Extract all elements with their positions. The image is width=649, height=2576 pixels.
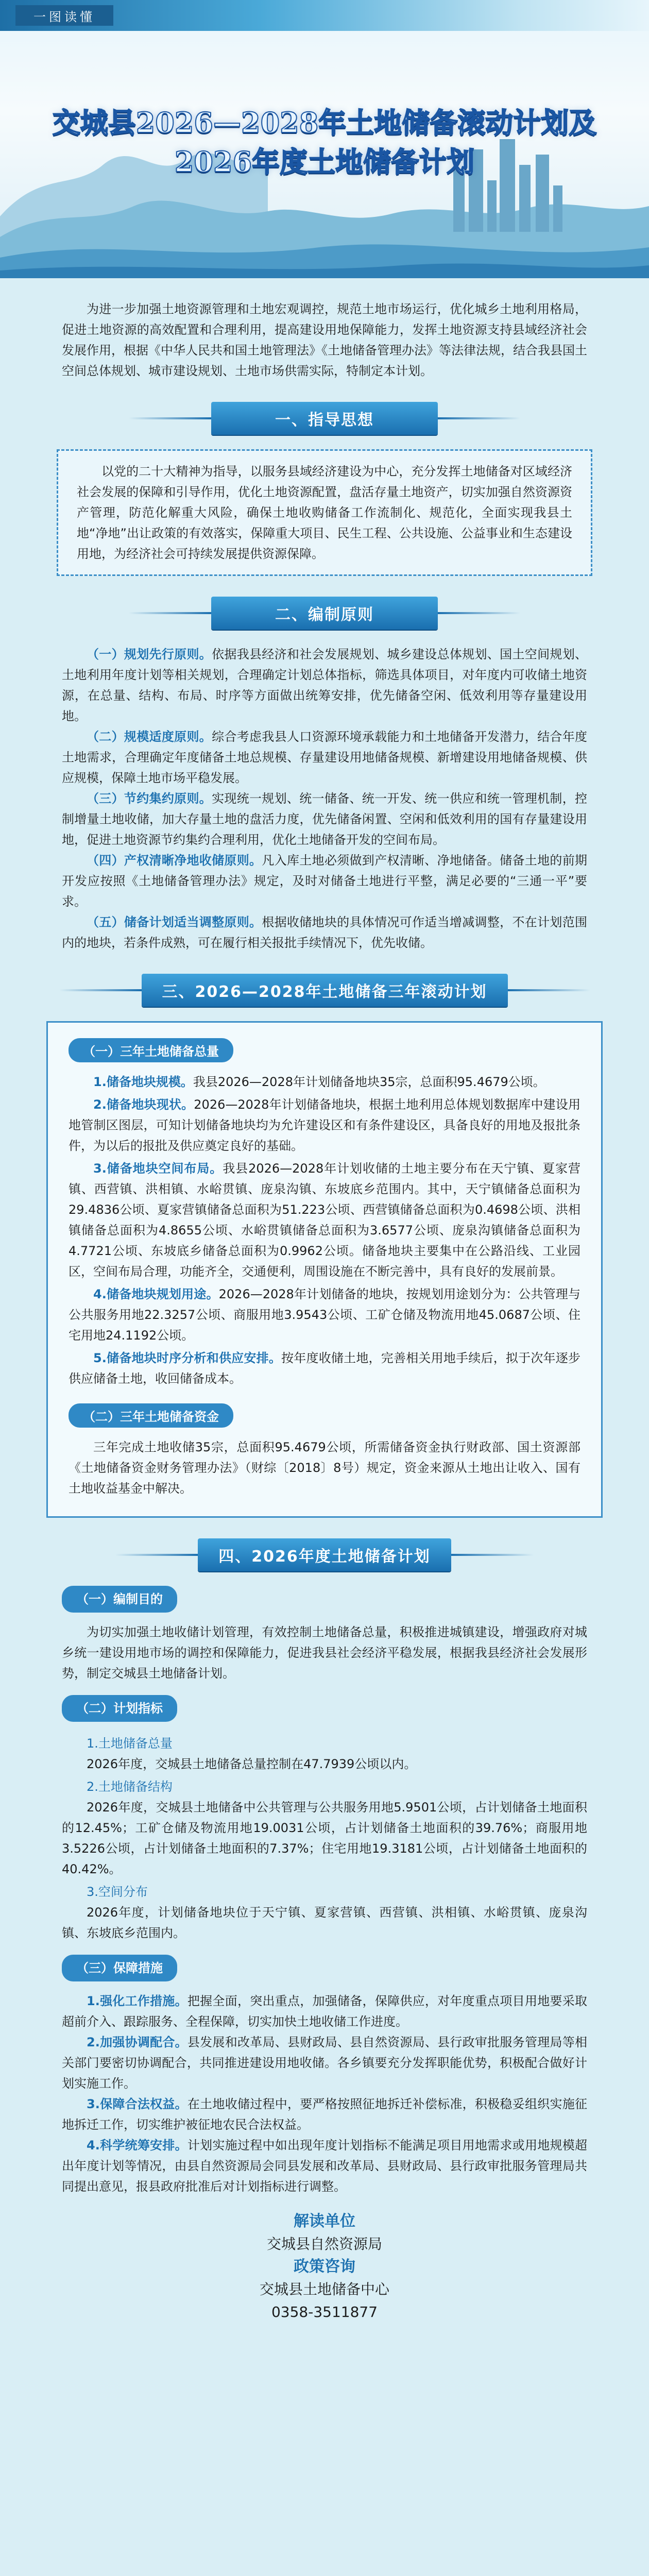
annual-plan: （一）编制目的 为切实加强土地收储计划管理，有效控制土地储备总量，积极推进城镇建设，增强政府对城乡统一建设用地市场的调控和保障能力，促进我县社会经济平稳发展，根据我县经济社会发展形势，制定交城县土地储备计划。 （二）计划指标 1.土地储备总量 2026年度，交城县土地储备总量控制在47.7939公顷以内。 2.土地储备结构 2026年度，交城县土地储备中公共管理与公共服务用地5.9501公顷，占计划储备土地面积的12.45%；工矿仓储及物流用地19.0031公顷，占计划储备土地面积的39.76%；商服用地3.5226公顷，占计划储备土地面积的7.37%；住宅用地19.3181公顷，占计划储备土地面积的40.42%。 3.空间分布 2026年度，计划储备地块位于天宁镇、夏家营镇、西营镇、洪相镇、水峪贯镇、庞泉沟镇、东坡底乡范围内。 （三）保障措施 1.强化工作措施。把握全面，突出重点，加强储备，保障供应，对年度重点项目用地要采取超前介入、跟踪服务、全程保障，切实加快土地收储工作进度。 2.加强协调配合。县发展和改革局、县财政局、县自然资源局、县行政审批服务管理局等相关部门要密切协调配合，共同推进建设用地收储。各乡镇要充分发挥职能优势，积极配合做好计划实施工作。 3.保障合法权益。在土地收储过程中，要严格按照征地拆迁补偿标准，积极稳妥组织实施征地拆迁工作，切实维护被征地农民合法权益。 4.科学统筹安排。计划实施过程中如出现年度计划指标不能满足项目用地需求或用地规模超出年度计划等情况，由县自然资源局会同县发展和改革局、县财政局、县行政审批服务管理局共同提出意见，报县政府批准后对计划指标进行调整。 xyxy=(0,1586,649,2197)
consult-name: 交城县土地储备中心 xyxy=(259,2281,389,2298)
header-banner xyxy=(0,0,649,278)
indicator-heading: 2.土地储备结构 xyxy=(87,1780,173,1794)
principle-item: （一）规划先行原则。依据我县经济和社会发展规划、城乡建设总体规划、国土空间规划、土地利用年度计划等相关规划，合理确定计划总体指标，筛选具体项目，对年度内可收储土地资源，在总量、结构、布局、时序等方面做出统筹安排，优先储备空闲、低效利用等存量建设用地。 xyxy=(62,647,587,723)
consult-heading: 政策咨询 xyxy=(294,2258,355,2276)
plan-item: 2.储备地块现状。2026—2028年计划储备地块，根据土地利用总体规划数据库中建设用地管制区图层，可知计划储备地块均为允许建设区和有条件建设区，具备良好的用地及报批条件，为以后的报批及供应奠定良好的基础。 xyxy=(69,1097,580,1153)
principle-item: （三）节约集约原则。实现统一规划、统一储备、统一开发、统一供应和统一管理机制，控制增量土地收储，加大存量土地的盘活力度，优先储备闲置、空闲和低效利用的国有存量建设用地，促进土地资源节约集约合理利用，优化土地储备开发的空间布局。 xyxy=(62,791,587,847)
subsection-tag: （二）三年土地储备资金 xyxy=(69,1403,233,1428)
footer-info xyxy=(0,2210,649,2324)
indicator-heading: 3.空间分布 xyxy=(87,1885,148,1899)
subsection-tag: （三）保障措施 xyxy=(62,1955,177,1981)
subsection-tag: （一）编制目的 xyxy=(62,1586,177,1613)
principles-list xyxy=(0,644,649,953)
principle-item: （四）产权清晰净地收储原则。凡入库土地必须做到产权清晰、净地储备。储备土地的前期开发应按照《土地储备管理办法》规定，及时对储备土地进行平整，满足必要的“三通一平”要求。 xyxy=(62,853,588,909)
guiding-ideology-box: 以党的二十大精神为指导，以服务县域经济建设为中心，充分发挥土地储备对区域经济社会发展的保障和引导作用，优化土地资源配置，盘活存量土地资产，切实加强自然资源资产管理，防范化解重大风险，确保土地收购储备工作流制化、规范化，全面实现我县土地“净地”出让政策的有效落实，保障重大项目、民生工程、公共设施、公益事业和生态建设用地，为经济社会可持续发展提供资源保障。 xyxy=(57,449,592,576)
plan-item: 5.储备地块时序分析和供应安排。按年度收储土地，完善相关用地手续后，拟于次年逐步供应储备土地，收回储备成本。 xyxy=(69,1351,580,1386)
section-1-heading: 一、指导思想 xyxy=(0,402,649,435)
fund-text: 三年完成土地收储35宗，总面积95.4679公顷，所需储备资金执行财政部、国土资源部《土地储备资金财务管理办法》（财综〔2018〕8号）规定，资金来源从土地出让收入、国有土地收益基金中解决。 xyxy=(69,1440,580,1496)
consult-phone: 0358-3511877 xyxy=(271,2303,378,2320)
measure-item: 4.科学统筹安排。计划实施过程中如出现年度计划指标不能满足项目用地需求或用地规模超出年度计划等情况，由县自然资源局会同县发展和改革局、县财政局、县行政审批服务管理局共同提出意见，报县政府批准后对计划指标进行调整。 xyxy=(62,2138,587,2194)
subsection-tag: （一）三年土地储备总量 xyxy=(69,1038,233,1062)
measure-item: 3.保障合法权益。在土地收储过程中，要严格按照征地拆迁补偿标准，积极稳妥组织实施征地拆迁工作，切实维护被征地农民合法权益。 xyxy=(62,2097,587,2132)
subsection-tag: （二）计划指标 xyxy=(62,1695,177,1722)
label-tag: 一图读懂 xyxy=(15,5,113,26)
section-4-heading: 四、2026年度土地储备计划 xyxy=(0,1538,649,1571)
measure-item: 1.强化工作措施。把握全面，突出重点，加强储备，保障供应，对年度重点项目用地要采取超前介入、跟踪服务、全程保障，切实加快土地收储工作进度。 xyxy=(62,1994,587,2029)
plan-item: 4.储备地块规划用途。2026—2028年计划储备的地块，按规划用途划分为：公共管理与公共服务用地22.3257公顷、商服用地3.9543公顷、工矿仓储及物流用地45.0687公顷、住宅用地24.1192公顷。 xyxy=(69,1287,580,1343)
page-title: 交城县2026—2028年土地储备滚动计划及 2026年度土地储备计划 xyxy=(52,106,597,178)
three-year-plan-box xyxy=(46,1021,603,1518)
principle-item: （二）规模适度原则。综合考虑我县人口资源环境承载能力和土地储备开发潜力，结合年度土地需求，合理确定年度储备土地总规模、存量建设用地储备规模、新增建设用地储备规模、供应规模，保障土地市场平稳发展。 xyxy=(62,730,587,785)
purpose-text: 为切实加强土地收储计划管理，有效控制土地储备总量，积极推进城镇建设，增强政府对城乡统一建设用地市场的调控和保障能力，促进我县社会经济平稳发展，根据我县经济社会发展形势，制定交城县土地储备计划。 xyxy=(62,1625,587,1681)
label-banner xyxy=(0,0,649,31)
measure-item: 2.加强协调配合。县发展和改革局、县财政局、县自然资源局、县行政审批服务管理局等相关部门要密切协调配合，共同推进建设用地收储。各乡镇要充分发挥职能优势，积极配合做好计划实施工作。 xyxy=(62,2035,587,2091)
plan-item: 3.储备地块空间布局。我县2026—2028年计划收储的土地主要分布在天宁镇、夏家营镇、西营镇、洪相镇、水峪贯镇、庞泉沟镇、东坡底乡范围内。其中，天宁镇储备总面积为29.4836公顷、夏家营镇储备总面积为51.223公顷、西营镇储备总面积为0.4698公顷、洪相镇储备总面积为4.8655公顷、水峪贯镇储备总面积为3.6577公顷、庞泉沟镇储备总面积为4.7721公顷、东坡底乡储备总面积为0.9962公顷。储备地块主要集中在公路沿线、工业园区，空间布局合理，功能齐全，交通便利，周围设施在不断完善中，具有良好的发展前景。 xyxy=(69,1161,580,1279)
section-2-heading: 二、编制原则 xyxy=(0,597,649,630)
intro-text: 为进一步加强土地资源管理和土地宏观调控，规范土地市场运行，优化城乡土地利用格局，促进土地资源的高效配置和合理利用，提高建设用地保障能力，发挥土地资源支持县域经济社会发展作用，根据《中华人民共和国土地管理法》《土地储备管理办法》等法律法规，结合我县国土空间总体规划、城市建设规划、土地市场供需实际，特制定本计划。 xyxy=(62,302,587,378)
indicator-heading: 1.土地储备总量 xyxy=(87,1736,173,1751)
plan-item: 1.储备地块规模。我县2026—2028年计划储备地块35宗，总面积95.4679公顷。 xyxy=(93,1075,545,1089)
unit-heading: 解读单位 xyxy=(294,2212,355,2230)
section-3-heading: 三、2026—2028年土地储备三年滚动计划 xyxy=(0,974,649,1007)
unit-name: 交城县自然资源局 xyxy=(266,2235,382,2252)
principle-item: （五）储备计划适当调整原则。根据收储地块的具体情况可作适当增减调整，不在计划范围内的地块，若条件成熟，可在履行相关报批手续情况下，优先收储。 xyxy=(62,915,588,950)
